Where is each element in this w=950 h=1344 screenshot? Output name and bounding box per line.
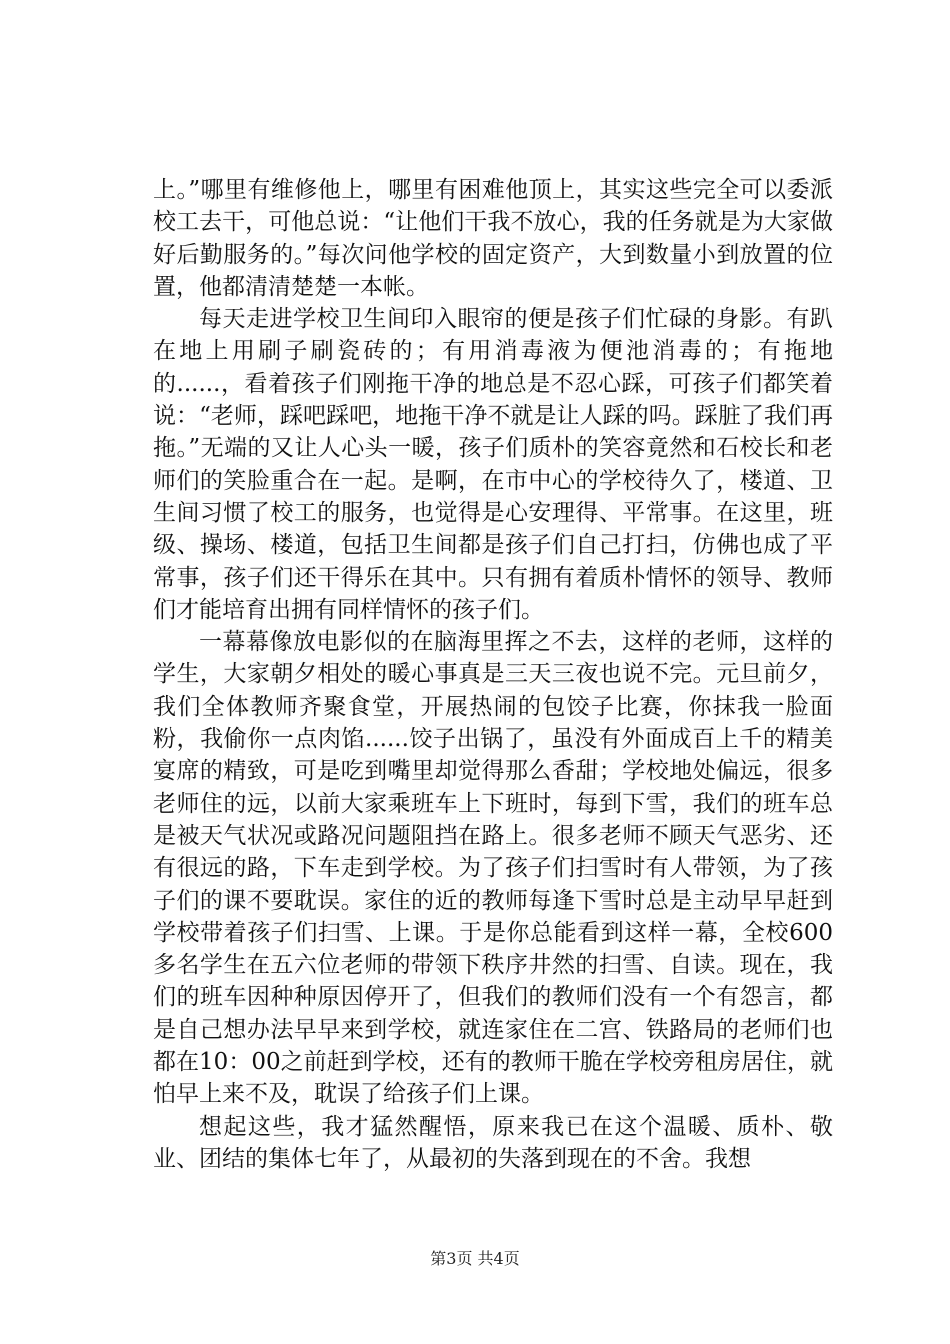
paragraph-continuation: 上。”哪里有维修他上，哪里有困难他顶上，其实这些完全可以委派校工去干，可他总说：“让他们干我不放心，我的任务就是为大家做好后勤服务的。”每次问他学校的固定资产，大到数量小到放置的位置，他都清清楚楚一本帐。 bbox=[153, 177, 833, 300]
document-body bbox=[153, 174, 833, 1175]
paragraph-restroom: 每天走进学校卫生间印入眼帘的便是孩子们忙碌的身影。有趴在地上用刷子刷瓷砖的；有用消毒液为便池消毒的；有拖地的......，看着孩子们刚拖干净的地总是不忍心踩，可孩子们都笑着说：“老师，踩吧踩吧，地拖干净不就是让人踩的吗。踩脏了我们再拖。”无端的又让人心头一暖，孩子们质朴的笑容竟然和石校长和老师们的笑脸重合在一起。是啊，在市中心的学校待久了，楼道、卫生间习惯了校工的服务，也觉得是心安理得、平常事。在这里，班级、操场、楼道，包括卫生间都是孩子们自己打扫，仿佛也成了平常事，孩子们还干得乐在其中。只有拥有着质朴情怀的领导、教师们才能培育出拥有同样情怀的孩子们。 bbox=[153, 306, 833, 623]
paragraph-reflection: 想起这些，我才猛然醒悟，原来我已在这个温暖、质朴、敬业、团结的集体七年了，从最初的失落到现在的不舍。我想 bbox=[153, 1113, 833, 1172]
paragraph-memories: 一幕幕像放电影似的在脑海里挥之不去，这样的老师，这样的学生，大家朝夕相处的暖心事真是三天三夜也说不完。元旦前夕，我们全体教师齐聚食堂，开展热闹的包饺子比赛，你抹我一脸面粉，我偷你一点肉馅......饺子出锅了，虽没有外面成百上千的精美宴席的精致，可是吃到嘴里却觉得那么香甜；学校地处偏远，很多老师住的远，以前大家乘班车上下班时，每到下雪，我们的班车总是被天气状况或路况问题阻挡在路上。很多老师不顾天气恶劣、还有很远的路，下车走到学校。为了孩子们扫雪时有人带领，为了孩子们的课不要耽误。家住的近的教师每逢下雪时总是主动早早赶到学校带着孩子们扫雪、上课。于是你总能看到这样一幕，全校600多名学生在五六位老师的带领下秩序井然的扫雪、自读。现在，我们的班车因种种原因停开了，但我们的教师们没有一个有怨言，都是自己想办法早早来到学校，就连家住在二宫、铁路局的老师们也都在10：00之前赶到学校，还有的教师干脆在学校旁租房居住，就怕早上来不及，耽误了给孩子们上课。 bbox=[153, 629, 833, 1108]
page-footer: 第3页 共4页 bbox=[430, 1249, 520, 1268]
